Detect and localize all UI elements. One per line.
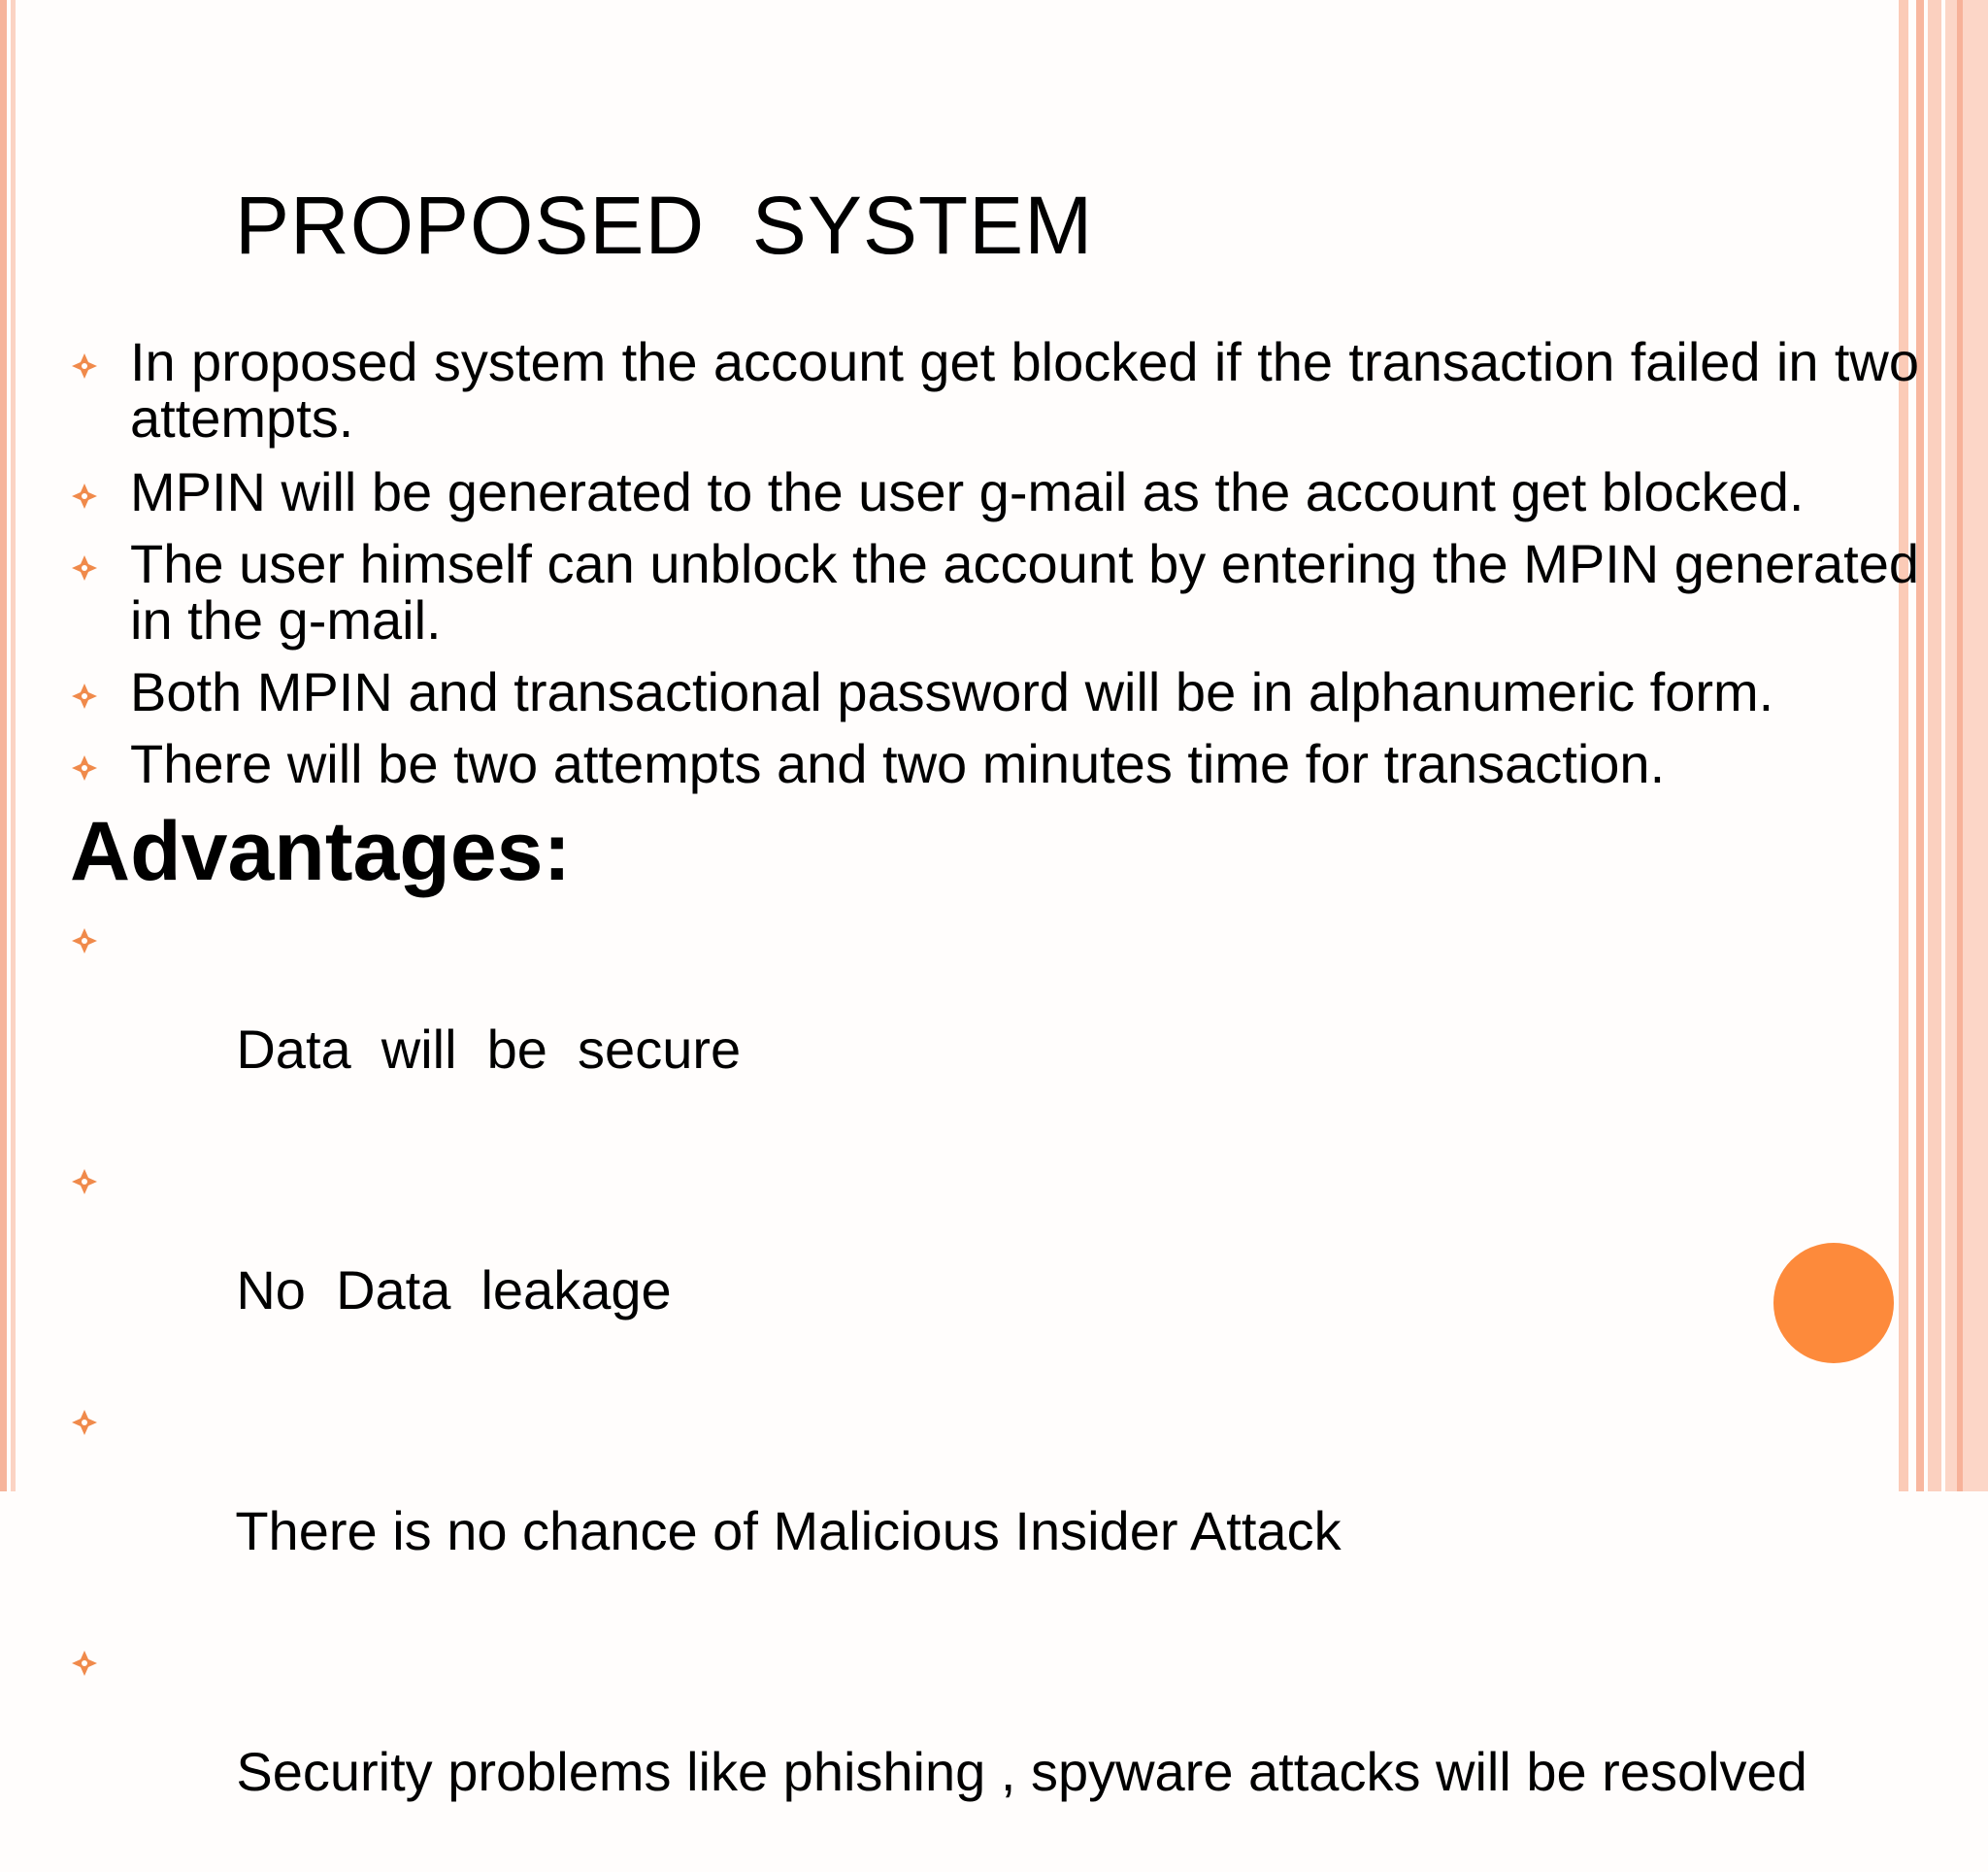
advantage-text: Data will be secure — [236, 1019, 742, 1080]
diamond-bullet-icon — [70, 1167, 99, 1196]
main-bullet-list — [70, 331, 1919, 794]
advantages-list — [70, 909, 1895, 1872]
list-item — [70, 331, 1919, 449]
bullet-text: In proposed system the account get blocked if the transaction failed in two attempts. — [130, 331, 1919, 449]
slide-title: PROPOSED SYSTEM — [235, 180, 1094, 271]
advantage-text: There is no chance of Malicious Insider Attack — [235, 1500, 1342, 1561]
diamond-bullet-icon — [70, 553, 99, 583]
bullet-text: The user himself can unblock the account by entering the MPIN generated in the g-mail. — [130, 533, 1919, 651]
right-border-stripe — [1957, 0, 1963, 1491]
diamond-bullet-icon — [70, 926, 99, 955]
diamond-bullet-icon — [70, 682, 99, 711]
advantage-text: No Data leakage — [236, 1259, 672, 1320]
bullet-text: MPIN will be generated to the user g-mail as the account get blocked. — [130, 461, 1805, 522]
left-border-stripe — [0, 0, 7, 1491]
list-item — [70, 533, 1919, 651]
advantages-heading: Advantages: — [70, 805, 572, 898]
bullet-text: Both MPIN and transactional password will be in alphanumeric form. — [130, 661, 1774, 722]
advantage-text: Security problems like phishing , spyware attacks will be resolved — [236, 1741, 1807, 1802]
list-item — [70, 909, 1895, 1134]
list-item — [70, 1150, 1895, 1375]
right-border-stripe — [1945, 0, 1988, 1491]
orange-circle-decoration — [1773, 1243, 1894, 1363]
diamond-bullet-icon — [70, 753, 99, 783]
diamond-bullet-icon — [70, 351, 99, 381]
bullet-text: There will be two attempts and two minutes time for transaction. — [130, 733, 1666, 794]
list-item — [70, 733, 1919, 794]
list-item — [70, 1631, 1895, 1856]
diamond-bullet-icon — [70, 1649, 99, 1678]
right-border-stripe — [1928, 0, 1941, 1491]
diamond-bullet-icon — [70, 482, 99, 511]
diamond-bullet-icon — [70, 1408, 99, 1437]
list-item — [70, 461, 1919, 522]
list-item — [70, 1390, 1895, 1616]
list-item — [70, 661, 1919, 722]
left-border-stripe-inner — [11, 0, 16, 1491]
